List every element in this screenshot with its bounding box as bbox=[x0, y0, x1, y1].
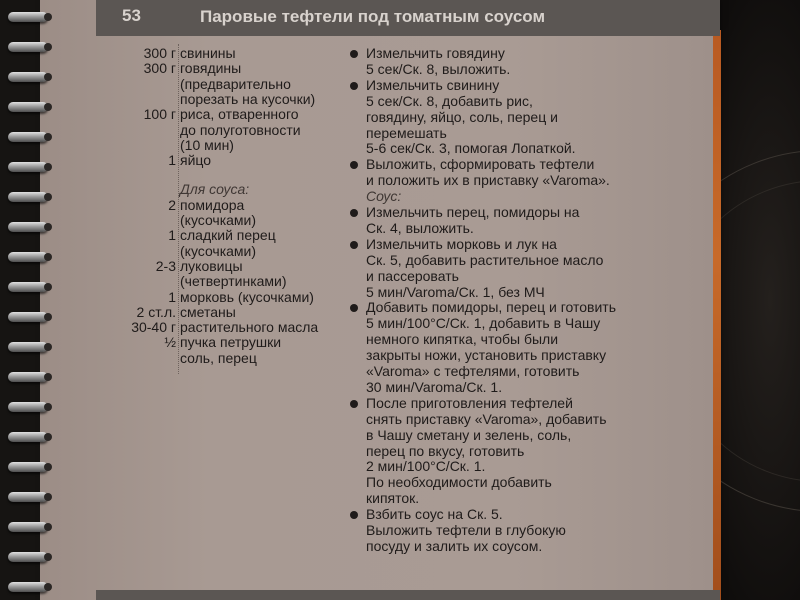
ingredient-name: говядины bbox=[180, 60, 242, 77]
binding-hole bbox=[44, 463, 52, 471]
binding-hole bbox=[44, 493, 52, 501]
page-number: 53 bbox=[122, 6, 141, 25]
binding-hole bbox=[44, 13, 52, 21]
binding-hole bbox=[44, 553, 52, 561]
spiral-ring bbox=[8, 522, 48, 532]
step-text: 5 мин/100°С/Ск. 1, добавить в Чашу bbox=[366, 315, 601, 332]
step-text: Ск. 5, добавить растительное масло bbox=[366, 251, 604, 268]
binding-hole bbox=[44, 73, 52, 81]
ingredient-quantity: 2 ст.л. bbox=[136, 303, 176, 320]
spiral-ring bbox=[8, 282, 48, 292]
spiral-ring bbox=[8, 222, 48, 232]
step-text: Выложить, сформировать тефтели bbox=[366, 156, 595, 173]
spiral-ring bbox=[8, 132, 48, 142]
step-text: 5 сек/Ск. 8, добавить рис, bbox=[366, 92, 533, 109]
ingredient-quantity: 1 bbox=[168, 227, 176, 244]
ingredient-name: помидора bbox=[180, 196, 245, 213]
binding-hole bbox=[44, 223, 52, 231]
ingredient-name: (предварительно bbox=[180, 75, 291, 92]
step-text: закрыты ножи, установить приставку bbox=[366, 347, 607, 364]
binding-hole bbox=[44, 373, 52, 381]
binding-hole bbox=[44, 433, 52, 441]
step-bullet bbox=[350, 241, 358, 249]
step-text: в Чашу сметану и зелень, соль, bbox=[366, 426, 572, 443]
ingredient-name: растительного масла bbox=[180, 319, 319, 336]
ingredient-name: до полуготовности bbox=[180, 121, 301, 138]
step-text: Выложить тефтели в глубокую bbox=[366, 522, 566, 538]
step-text: 5 сек/Ск. 8, выложить. bbox=[366, 60, 511, 77]
binding-hole bbox=[44, 193, 52, 201]
spiral-ring bbox=[8, 402, 48, 412]
ingredient-name: (10 мин) bbox=[180, 136, 234, 153]
step-text: немного кипятка, чтобы были bbox=[366, 331, 559, 348]
spiral-ring bbox=[8, 342, 48, 352]
binding-hole bbox=[44, 253, 52, 261]
binding-hole bbox=[44, 103, 52, 111]
step-bullet bbox=[350, 50, 358, 58]
spiral-binding bbox=[0, 0, 60, 600]
step-text: «Varoma» с тефтелями, готовить bbox=[366, 363, 580, 379]
spiral-ring bbox=[8, 42, 48, 52]
step-text: 5-6 сек/Ск. 3, помогая Лопаткой. bbox=[366, 140, 576, 157]
ingredient-name: свинины bbox=[180, 45, 236, 61]
step-text: Измельчить морковь и лук на bbox=[366, 235, 557, 252]
ingredient-name: яйцо bbox=[180, 152, 212, 169]
sauce-step-heading: Соус: bbox=[366, 188, 402, 205]
ingredient-name: морковь (кусочками) bbox=[180, 288, 314, 305]
step-text: После приготовления тефтелей bbox=[366, 394, 573, 411]
spiral-ring bbox=[8, 552, 48, 562]
binding-hole bbox=[44, 403, 52, 411]
step-bullet bbox=[350, 209, 358, 217]
column-divider bbox=[178, 44, 179, 374]
step-text: Измельчить свинину bbox=[366, 76, 500, 93]
step-text: кипяток. bbox=[366, 490, 420, 507]
ingredient-quantity: 30-40 г bbox=[131, 319, 176, 336]
step-text: 2 мин/100°С/Ск. 1. bbox=[366, 458, 486, 475]
page-edge-tab bbox=[713, 30, 721, 600]
spiral-ring bbox=[8, 582, 48, 592]
step-text: говядину, яйцо, соль, перец и bbox=[366, 108, 558, 125]
binding-hole bbox=[44, 523, 52, 531]
step-text: 5 мин/Varoma/Ск. 1, без МЧ bbox=[366, 283, 545, 300]
ingredient-name: (четвертинками) bbox=[180, 273, 287, 290]
step-text: перемешать bbox=[366, 124, 447, 141]
binding-hole bbox=[44, 583, 52, 591]
spiral-ring bbox=[8, 462, 48, 472]
ingredient-quantity: 1 bbox=[168, 152, 176, 169]
ingredient-quantity: 2-3 bbox=[155, 257, 176, 274]
step-text: Ск. 4, выложить. bbox=[366, 219, 474, 236]
step-text: Измельчить перец, помидоры на bbox=[366, 204, 580, 220]
ingredient-name: пучка петрушки bbox=[180, 334, 282, 351]
step-text: Измельчить говядину bbox=[366, 45, 505, 61]
spiral-ring bbox=[8, 432, 48, 442]
step-text: 30 мин/Varoma/Ск. 1. bbox=[366, 378, 503, 395]
spiral-ring bbox=[8, 12, 48, 22]
binding-hole bbox=[44, 43, 52, 51]
spiral-ring bbox=[8, 192, 48, 202]
step-text: Взбить соус на Ск. 5. bbox=[366, 506, 503, 523]
spiral-ring bbox=[8, 492, 48, 502]
ingredient-quantity: ½ bbox=[164, 334, 176, 351]
step-text: посуду и залить их соусом. bbox=[366, 537, 543, 554]
binding-hole bbox=[44, 343, 52, 351]
ingredient-name: (кусочками) bbox=[180, 242, 257, 259]
step-text: снять приставку «Varoma», добавить bbox=[366, 410, 607, 427]
step-text: и пассеровать bbox=[366, 267, 459, 284]
spiral-ring bbox=[8, 72, 48, 82]
recipe-title: Паровые тефтели под томатным соусом bbox=[200, 7, 546, 26]
footer-bar bbox=[96, 590, 720, 600]
binding-hole bbox=[44, 163, 52, 171]
spiral-ring bbox=[8, 372, 48, 382]
ingredient-quantity: 300 г bbox=[143, 60, 176, 77]
step-text: По необходимости добавить bbox=[366, 474, 552, 491]
ingredient-name: порезать на кусочки) bbox=[180, 90, 316, 107]
ingredient-name: сладкий перец bbox=[180, 227, 276, 244]
ingredient-quantity: 2 bbox=[168, 196, 176, 213]
ingredient-name: (кусочками) bbox=[180, 212, 257, 228]
ingredient-name: соль, перец bbox=[180, 349, 257, 366]
spiral-ring bbox=[8, 252, 48, 262]
binding-hole bbox=[44, 133, 52, 141]
binding-hole bbox=[44, 283, 52, 291]
ingredient-name: луковицы bbox=[180, 257, 243, 274]
step-text: и положить их в приставку «Varoma». bbox=[366, 172, 610, 189]
step-text: перец по вкусу, готовить bbox=[366, 442, 525, 459]
binding-hole bbox=[44, 313, 52, 321]
ingredient-quantity: 300 г bbox=[143, 45, 176, 61]
spiral-ring bbox=[8, 102, 48, 112]
spiral-ring bbox=[8, 312, 48, 322]
spiral-ring bbox=[8, 162, 48, 172]
ingredient-quantity: 100 г bbox=[143, 106, 176, 123]
sauce-heading: Для соуса: bbox=[180, 181, 250, 198]
step-bullet bbox=[350, 400, 358, 408]
ingredient-name: риса, отваренного bbox=[180, 106, 299, 123]
ingredient-quantity: 1 bbox=[168, 288, 176, 305]
step-text: Добавить помидоры, перец и готовить bbox=[366, 299, 616, 316]
ingredient-name: сметаны bbox=[180, 303, 236, 320]
step-bullet bbox=[350, 82, 358, 90]
